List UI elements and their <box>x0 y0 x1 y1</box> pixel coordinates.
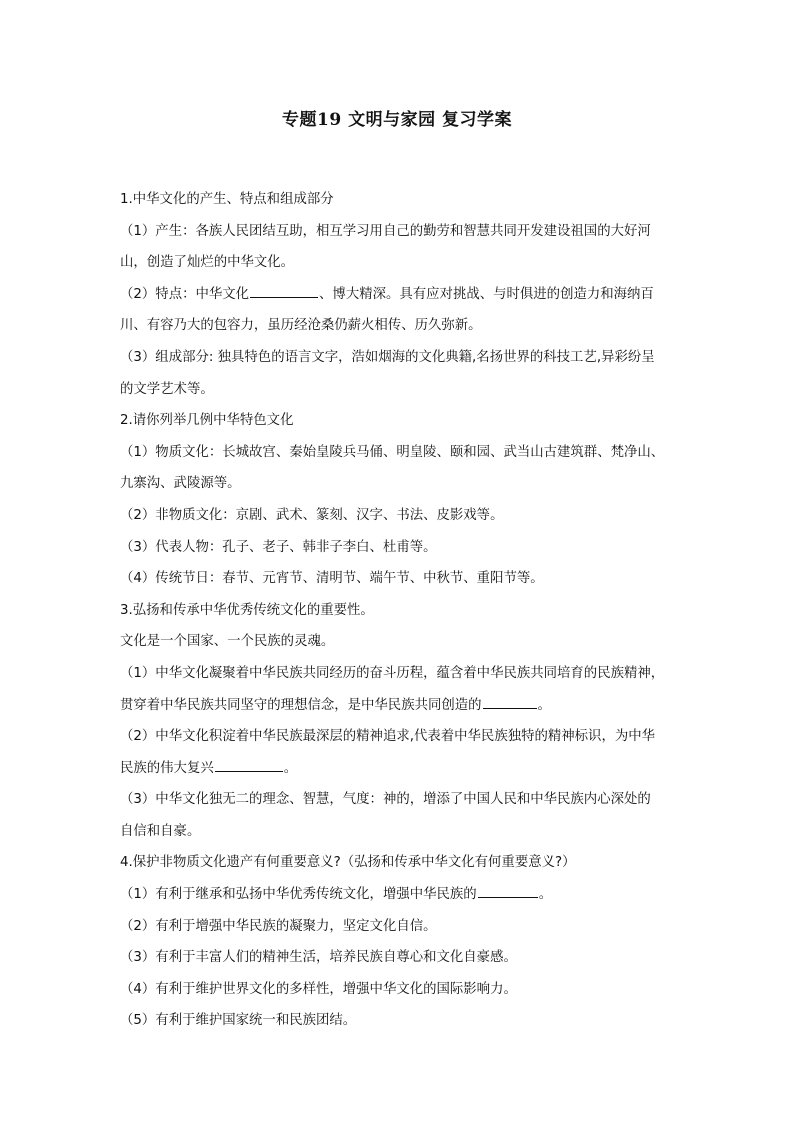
fill-in-blank <box>483 694 537 709</box>
section-heading-1: 1.中华文化的产生、特点和组成部分 <box>120 192 334 207</box>
text-segment: 。 <box>537 697 551 713</box>
fill-in-blank <box>215 757 283 772</box>
paragraph-line: （1）产生：各族人民团结互助，相互学习用自己的勤劳和智慧共同开发建设祖国的大好河 <box>120 223 651 239</box>
paragraph-line <box>120 279 680 311</box>
paragraph-line: （2）非物质文化：京剧、武术、篆刻、汉字、书法、皮影戏等。 <box>120 507 504 523</box>
text-segment: 。 <box>283 760 298 776</box>
paragraph-line: （3）组成部分: 独具特色的语言文字，浩如烟海的文化典籍,名扬世界的科技工艺,异彩纷呈 <box>120 349 655 365</box>
section-heading-4: 4.保护非物质文化遗产有何重要意义?（弘扬和传承中华文化有何重要意义?） <box>120 855 576 871</box>
paragraph-line: 的文学艺术等。 <box>120 381 214 397</box>
paragraph-line: （4）有利于维护世界文化的多样性，增强中华文化的国际影响力。 <box>120 981 517 997</box>
paragraph-line: （5）有利于维护国家统一和民族团结。 <box>120 1013 357 1029</box>
paragraph-line: 川、有容乃大的包容力，虽历经沧桑仍薪火相传、历久弥新。 <box>120 318 482 334</box>
section-heading-3: 3.弘扬和传承中华优秀传统文化的重要性。 <box>120 602 374 618</box>
fill-in-blank <box>250 283 318 298</box>
paragraph-line: 九寨沟、武陵源等。 <box>120 476 241 492</box>
paragraph-line: 文化是一个国家、一个民族的灵魂。 <box>120 634 335 650</box>
paragraph-line <box>120 753 680 785</box>
text-segment: 。 <box>538 887 553 903</box>
text-segment: 、博大精深。具有应对挑战、与时俱进的创造力和海纳百 <box>319 286 654 302</box>
paragraph-line: （3）中华文化独无二的理念、智慧，气度：神的，增添了中国人民和中华民族内心深处的 <box>120 792 651 808</box>
paragraph-line <box>120 690 680 722</box>
paragraph-line <box>120 879 680 911</box>
text-segment: （2）特点：中华文化 <box>120 286 250 302</box>
section-heading-2: 2.请你列举几例中华特色文化 <box>120 413 294 429</box>
fill-in-blank <box>478 883 538 898</box>
text-segment: （1）有利于继承和弘扬中华优秀传统文化，增强中华民族的 <box>120 887 477 903</box>
paragraph-line: （3）有利于丰富人们的精神生活，培养民族自尊心和文化自豪感。 <box>120 950 517 966</box>
paragraph-line: （3）代表人物：孔子、老子、韩非子李白、杜甫等。 <box>120 539 437 555</box>
paragraph-line: （1）物质文化：长城故宫、秦始皇陵兵马俑、明皇陵、颐和园、武当山古建筑群、梵净山、 <box>120 444 665 460</box>
study-guide-body <box>120 184 680 1037</box>
text-segment: 贯穿着中华民族共同坚守的理想信念，是中华民族共同创造的 <box>120 697 482 713</box>
paragraph-line: （4）传统节日：春节、元宵节、清明节、端午节、中秋节、重阳节等。 <box>120 571 544 587</box>
page-title: 专题19 文明与家园 复习学案 <box>282 110 512 130</box>
paragraph-line: 自信和自豪。 <box>120 823 201 839</box>
paragraph-line: 山，创造了灿烂的中华文化。 <box>120 255 295 271</box>
paragraph-line: （2）中华文化积淀着中华民族最深层的精神追求,代表着中华民族独特的精神标识，为中华 <box>120 729 656 745</box>
text-segment: 民族的伟大复兴 <box>120 760 214 776</box>
paragraph-line: （2）有利于增强中华民族的凝聚力，坚定文化自信。 <box>120 918 437 934</box>
paragraph-line: （1）中华文化凝聚着中华民族共同经历的奋斗历程，蕴含着中华民族共同培育的民族精神， <box>120 665 665 681</box>
